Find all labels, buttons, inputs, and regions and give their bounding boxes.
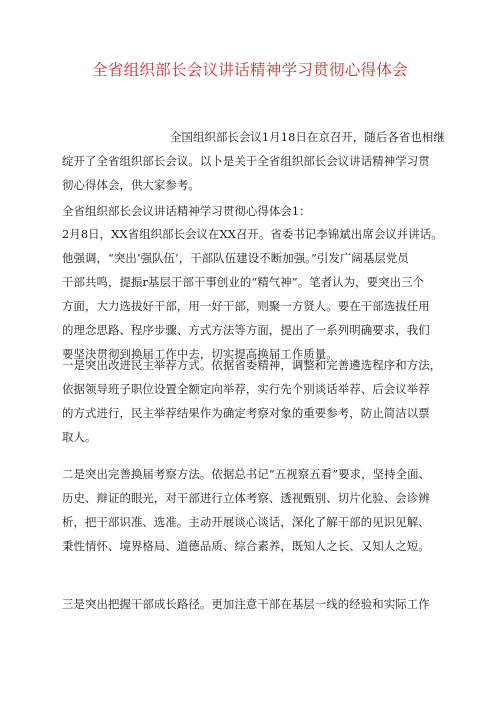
paragraph-line: 依据领导班子职位设置全额定向举荐，实行先个别谈话举荐、后会议举荐 <box>62 382 430 396</box>
paragraph-line: 干部共鸣，提振r基层干部干事创业的“精气神”。笔者认为，要突出三个 <box>62 275 425 289</box>
paragraph-line: 方面，大力选拔好干部，用一好干部，则聚一方贤人。要在干部选拔任用 <box>62 299 430 313</box>
paragraph-line: 的理念思路、程序步骤、方式方法等方面，提出了一系列明确要求，我们 <box>62 323 430 337</box>
document-title: 全省组织部长会议讲话精神学习贯彻心得体会 <box>91 61 408 79</box>
intro-line: 绽开了全省组织部长会议。以卜是关于全省组织部长会议讲话精神学习贯 <box>62 154 430 168</box>
paragraph-line: 二是突出完善换届考察方法。依据总书记“五视察五看”要求，坚持全面、 <box>62 467 431 481</box>
paragraph-line: 历史、辩证的眼光，对干部进行立体考察、透视甄别、切片化验、会诊辨 <box>62 491 430 505</box>
subtitle-line: 全省组织部长会议讲话精神学习贯彻心得体会1： <box>62 204 311 218</box>
intro-paragraph <box>62 125 458 197</box>
paragraph-line: 他强调，“突出’强队伍’，干部队伍建设不断加强。”引发广阔基层党员 <box>62 251 409 265</box>
intro-line: 全国组织部长会议1月18日在京召开，随后各省也相继 <box>170 130 445 144</box>
body-paragraph-2 <box>62 353 458 449</box>
body-paragraph-4 <box>62 592 458 616</box>
paragraph-line: 一是突出改进民主举荐方式。依据省委精神，调整和完善遴选程序和方法， <box>62 358 442 372</box>
section-subtitle <box>62 199 458 223</box>
body-paragraph-1 <box>62 222 458 366</box>
body-paragraph-3 <box>62 462 458 558</box>
paragraph-line: 析，把干部识准、选准。主动开展谈心谈话，深化了解干部的见识见解、 <box>62 515 430 529</box>
paragraph-line: 的方式进行，民主举荐结果作为确定考察对象的重要参考，防止简洁以票 <box>62 406 430 420</box>
intro-line: 彻心得体会，供大家参考。 <box>62 178 200 192</box>
paragraph-line: 秉性情怀、境界格局、道德品质、综合素养，既知人之长、又知人之短。 <box>62 539 430 553</box>
paragraph-line: 三是突出把握干部成长路径。更加注意干部在基层一线的经验和实际工作 <box>62 597 430 611</box>
paragraph-line: 要坚決贯彻到换届工作中去，切实提高换届工作质量。 <box>62 347 338 361</box>
paragraph-line: 2月8日，XX省组织部长会议在XX召开。省委书记李锦斌出席会议并讲话。 <box>62 227 443 241</box>
paragraph-line: 取人。 <box>62 430 97 444</box>
